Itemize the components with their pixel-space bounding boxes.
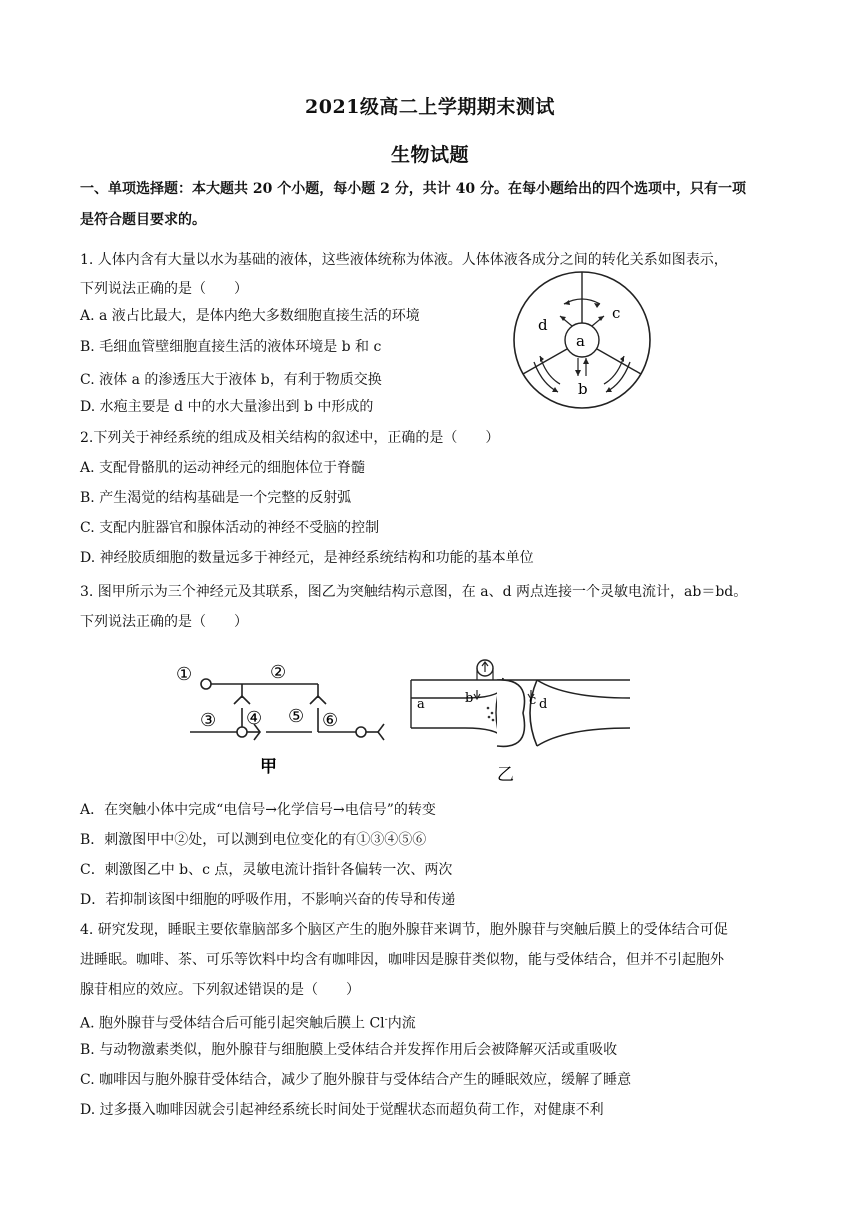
q3-yi-label-b: b — [465, 691, 474, 706]
q1-option-d: D. 水疱主要是 d 中的水大量渗出到 b 中形成的 — [80, 399, 374, 415]
q3-yi-label-c: c — [529, 693, 537, 708]
q4-stem-line1: 4. 研究发现，睡眠主要依靠脑部多个脑区产生的胞外腺苷来调节，胞外腺苷与突触后膜上的受体结合可促 — [80, 922, 728, 938]
q1-fig-label-a: a — [576, 332, 585, 350]
exam-subtitle: 生物试题 — [390, 144, 469, 166]
q1-fig-label-d: d — [538, 316, 548, 334]
q3-option-d: D．若抑制该图中细胞的呼吸作用，不影响兴奋的传导和传递 — [80, 892, 456, 908]
q3-jia-label-4: ④ — [246, 708, 263, 729]
q4-option-a — [80, 1010, 416, 1034]
q2-option-d: D. 神经胶质细胞的数量远多于神经元，是神经系统结构和功能的基本单位 — [80, 550, 534, 566]
q3-stem-line1: 3. 图甲所示为三个神经元及其联系，图乙为突触结构示意图，在 a、d 两点连接一个灵敏电流计，ab＝bd。 — [80, 584, 748, 600]
section-heading-line2: 是符合题目要求的。 — [80, 212, 206, 228]
q1-body-fluid-diagram — [512, 266, 652, 414]
q3-jia-label-6: ⑥ — [322, 710, 339, 731]
q1-option-b: B. 毛细血管壁细胞直接生活的液体环境是 b 和 c — [80, 339, 382, 355]
q3-jia-label-3: ③ — [200, 710, 217, 731]
section-heading-line1: 一、单项选择题：本大题共 20 个小题，每小题 2 分，共计 40 分。在每小题给出的四个选项中，只有一项 — [80, 181, 746, 197]
q3-option-a: A．在突触小体中完成“电信号→化学信号→电信号”的转变 — [80, 802, 436, 818]
q3-stem-line2: 下列说法正确的是（ ） — [80, 614, 248, 630]
q3-yi-caption: 乙 — [497, 765, 514, 785]
q4-option-a-superscript: - — [384, 1015, 388, 1025]
q3-option-b: B．刺激图甲中②处，可以测到电位变化的有①③④⑤⑥ — [80, 832, 427, 848]
q3-jia-label-1: ① — [176, 664, 193, 685]
q4-option-a-tail: 内流 — [387, 1015, 416, 1032]
q3-yi-label-a: a — [417, 697, 425, 712]
q4-option-b: B. 与动物激素类似，胞外腺苷与细胞膜上受体结合并发挥作用后会被降解灭活或重吸收 — [80, 1042, 618, 1058]
q3-figure-jia — [168, 652, 398, 778]
q1-option-c: C. 液体 a 的渗透压大于液体 b，有利于物质交换 — [80, 372, 382, 388]
q3-option-c: C．刺激图乙中 b、c 点，灵敏电流计指针各偏转一次、两次 — [80, 862, 453, 878]
exam-title: 2021级高二上学期期末测试 — [305, 96, 555, 118]
q2-option-c: C. 支配内脏器官和腺体活动的神经不受脑的控制 — [80, 520, 380, 536]
q1-fig-label-b: b — [578, 380, 588, 398]
q1-stem-line2: 下列说法正确的是（ ） — [80, 281, 248, 297]
q3-jia-caption: 甲 — [260, 757, 277, 777]
q4-stem-line2: 进睡眠。咖啡、茶、可乐等饮料中均含有咖啡因，咖啡因是腺苷类似物，能与受体结合，但并不引起胞外 — [80, 952, 724, 968]
q1-fig-label-c: c — [612, 304, 621, 322]
q1-stem-line1: 1. 人体内含有大量以水为基础的液体，这些液体统称为体液。人体体液各成分之间的转化关系如图表示， — [80, 252, 728, 268]
q3-jia-label-5: ⑤ — [288, 706, 305, 727]
q4-option-d: D. 过多摄入咖啡因就会引起神经系统长时间处于觉醒状态而超负荷工作，对健康不利 — [80, 1102, 604, 1118]
q3-figure-yi — [405, 658, 640, 786]
q4-stem-line3: 腺苷相应的效应。下列叙述错误的是（ ） — [80, 982, 360, 998]
q2-stem: 2.下列关于神经系统的组成及相关结构的叙述中，正确的是（ ） — [80, 430, 500, 446]
q1-option-a: A. a 液占比最大，是体内绝大多数细胞直接生活的环境 — [80, 308, 420, 324]
q2-option-a: A. 支配骨骼肌的运动神经元的细胞体位于脊髓 — [80, 460, 366, 476]
q4-option-a-text: A. 胞外腺苷与受体结合后可能引起突触后膜上 Cl — [80, 1015, 385, 1032]
q4-option-c: C. 咖啡因与胞外腺苷受体结合，减少了胞外腺苷与受体结合产生的睡眠效应，缓解了睡意 — [80, 1072, 632, 1088]
q3-jia-label-2: ② — [270, 662, 287, 683]
q2-option-b: B. 产生渴觉的结构基础是一个完整的反射弧 — [80, 490, 352, 506]
q3-yi-label-d: d — [539, 697, 548, 712]
